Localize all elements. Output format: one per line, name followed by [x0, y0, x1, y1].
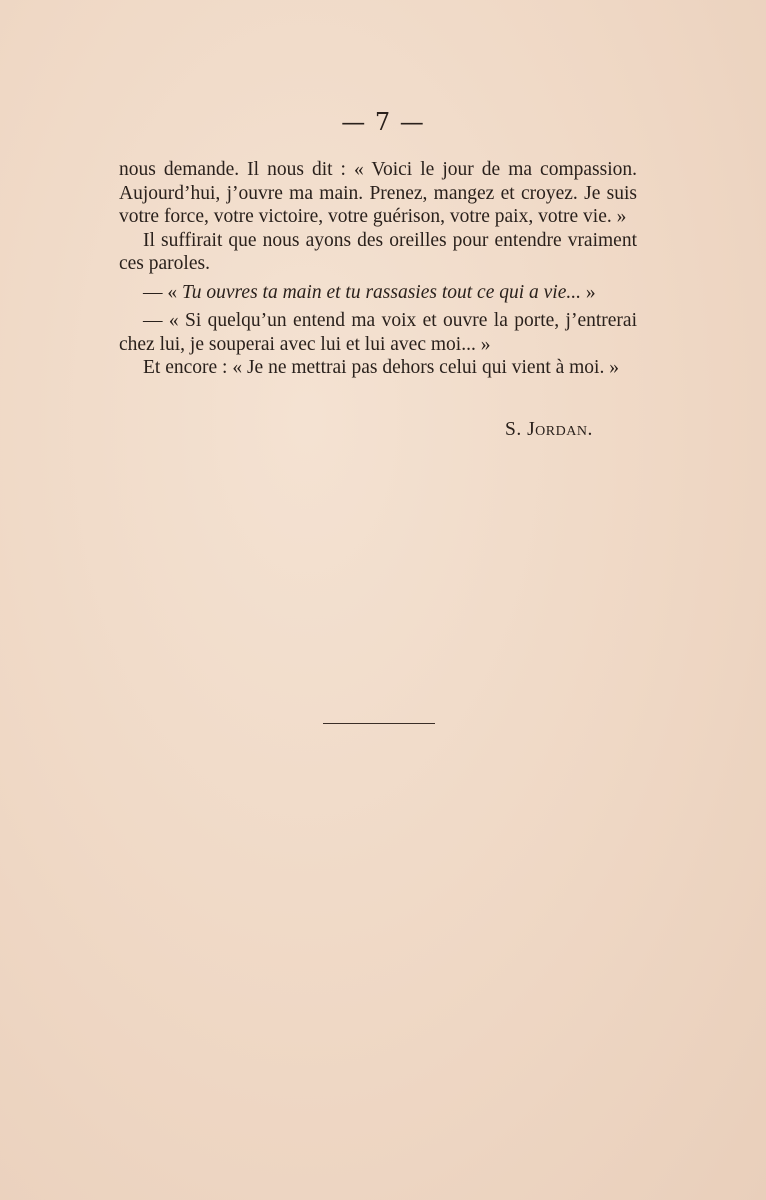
quote-si-quelquun: — « Si quelqu’un entend ma voix et ouvre la porte, j’entrerai chez lui, je souperai avec lui et lui avec moi... » [119, 310, 637, 355]
quote-open: — « [143, 281, 182, 303]
body-text [119, 158, 637, 380]
quote-italic-text: Tu ouvres ta main et tu rassasies tout ce qui a vie... [182, 281, 581, 303]
author-signature: S. Jordan. [505, 419, 593, 440]
quote-tu-ouvres [119, 281, 637, 305]
quote-close: » [581, 281, 596, 303]
paragraph-oreilles: Il suffirait que nous ayons des oreilles pour entendre vraiment ces paroles. [119, 229, 637, 274]
page-number: — 7 — [341, 108, 425, 136]
paragraph-compassion: nous demande. Il nous dit : « Voici le jour de ma compassion. Aujourd’hui, j’ouvre ma main. Prenez, mangez et croyez. Je suis votre force, votre victoire, votre guérison, votre paix, votre vie. » [119, 159, 637, 227]
section-divider [323, 723, 435, 724]
quote-et-encore: Et encore : « Je ne mettrai pas dehors celui qui vient à moi. » [143, 357, 619, 378]
